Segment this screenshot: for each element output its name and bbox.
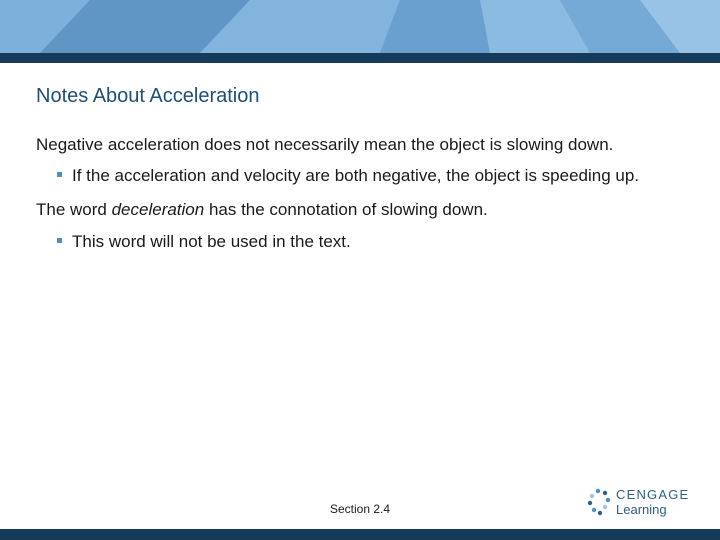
footer-bar bbox=[0, 529, 720, 540]
header-bar bbox=[0, 53, 720, 63]
bullet-marker bbox=[57, 238, 62, 243]
logo-line-1: CENGAGE bbox=[616, 487, 690, 502]
bullet-text: If the acceleration and velocity are both negative, the object is speeding up. bbox=[72, 166, 640, 185]
banner-pattern bbox=[0, 0, 720, 53]
bullet-text: This word will not be used in the text. bbox=[72, 232, 351, 251]
emphasized-term: deceleration bbox=[111, 200, 205, 219]
slide-title: Notes About Acceleration bbox=[36, 85, 260, 107]
cengage-mark-icon bbox=[586, 487, 612, 517]
section-footer: Section 2.4 bbox=[329, 502, 391, 516]
bullet-not-used bbox=[57, 232, 351, 252]
paragraph-deceleration bbox=[36, 200, 488, 220]
paragraph-negative-acceleration: Negative acceleration does not necessarily mean the object is slowing down. bbox=[36, 135, 614, 154]
logo-line-2: Learning bbox=[616, 502, 667, 517]
paragraph-text-after: has the connotation of slowing down. bbox=[204, 200, 488, 219]
paragraph-text-before: The word bbox=[36, 200, 112, 219]
cengage-logo bbox=[586, 485, 688, 519]
bullet-marker bbox=[57, 172, 62, 177]
header-banner bbox=[0, 0, 720, 53]
bullet-speeding-up bbox=[57, 166, 639, 186]
